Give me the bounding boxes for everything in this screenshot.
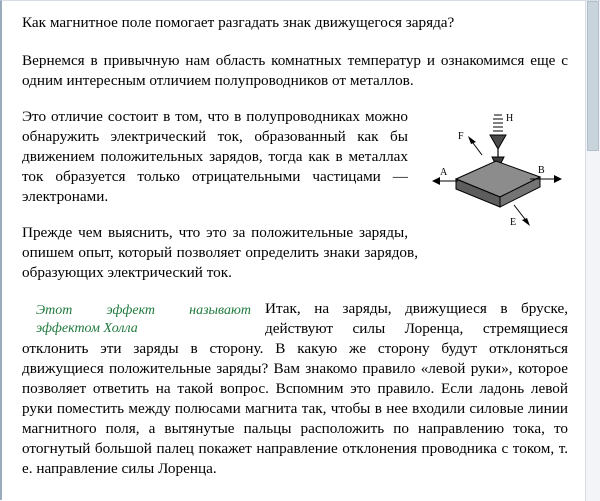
section-question: Как магнитное поле помогает разгадать знак движущегося заряда? bbox=[22, 14, 455, 31]
paragraph-1: Вернемся в привычную нам область комнатных температур и ознакомимся еще с одним интересным отличием полупроводников от металлов. bbox=[22, 52, 568, 89]
conductor-slab bbox=[456, 161, 540, 207]
hall-effect-diagram bbox=[418, 109, 568, 239]
figure-label-e: E bbox=[510, 217, 517, 228]
figure-label-h: H bbox=[506, 113, 514, 124]
document-content bbox=[2, 1, 586, 501]
arrow-b-head bbox=[554, 175, 562, 183]
field-arrowhead bbox=[490, 135, 506, 149]
paragraph-4: Итак, на заряды, движущиеся в бруске, действуют силы Лоренца, стремящиеся отклонить эти заряды в сторону. В какую же сторону будут отклоняться движущиеся положительные заряды? Вам знакомо правило «левой руки», которое позволяет ответить на такой вопрос. Вспомним это правило. Если ладонь левой руки поместить между полюсами магнита так, чтобы в нее входили силовые линии магнитного поля, а вытянутые пальцы расположить по направлению тока, то отогнутый большой палец покажет направление отклонения проводника с током, т. е. направление силы Лоренца. bbox=[22, 300, 568, 477]
figure-label-b: B bbox=[538, 165, 545, 176]
figure-label-a: A bbox=[440, 167, 448, 178]
figure-label-f: F bbox=[458, 131, 464, 142]
arrow-a-head bbox=[432, 177, 440, 185]
paragraph-3: Прежде чем выяснить, что это за положительные заряды, опишем опыт, который позволяет определить знаки зарядов, образующих электрический ток. bbox=[22, 224, 418, 281]
hall-effect-figure bbox=[418, 109, 568, 239]
vertical-scrollbar[interactable] bbox=[585, 1, 600, 501]
field-arrow-h bbox=[493, 115, 503, 131]
side-note-hall-effect: Этот эффект называют эффектом Холла bbox=[36, 303, 251, 336]
hall-effect-block bbox=[22, 299, 568, 479]
scrollbar-thumb[interactable] bbox=[587, 1, 599, 151]
paragraph-2: Это отличие состоит в том, что в полупроводниках можно обнаружить электрический ток, образованный как бы движением положительных зарядов, тогда как в металлах ток образуется только отрицательными частицами — электронами. bbox=[22, 108, 408, 205]
